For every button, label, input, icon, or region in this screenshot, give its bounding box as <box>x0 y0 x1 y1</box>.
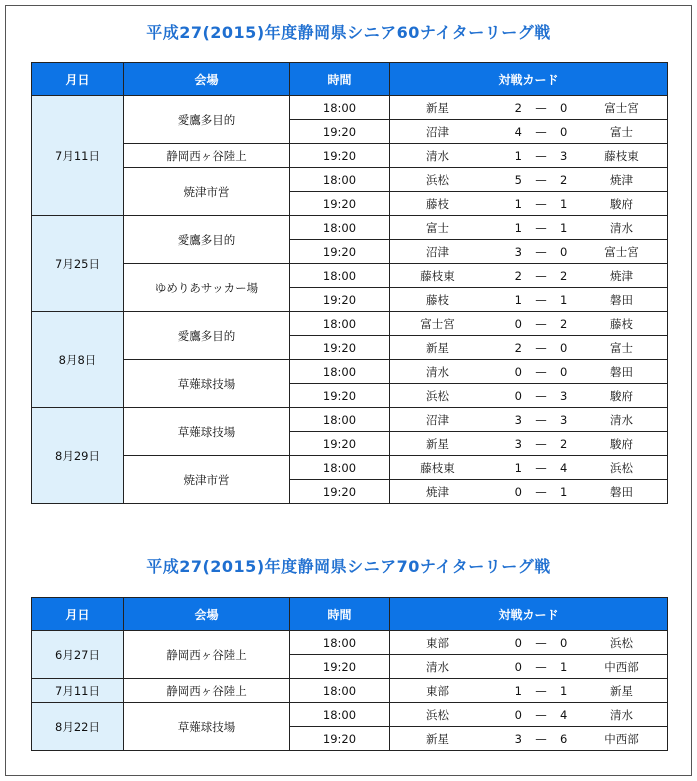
home-team: 藤枝東 <box>420 268 455 283</box>
home-team: 清水 <box>426 148 449 163</box>
home-team: 藤枝 <box>426 292 449 307</box>
table-row <box>32 456 668 480</box>
score-dash: — <box>535 292 547 307</box>
home-score: 3 <box>514 436 522 451</box>
venue-cell: 草薙球技場 <box>124 360 290 408</box>
away-score: 1 <box>560 292 568 307</box>
away-score: 0 <box>560 364 568 379</box>
time-cell: 18:00 <box>290 631 390 655</box>
away-team: 浜松 <box>610 460 633 475</box>
venue-cell: 静岡西ヶ谷陸上 <box>124 679 290 703</box>
home-team: 新星 <box>426 731 449 746</box>
match-cell <box>390 360 668 384</box>
match-cell <box>390 384 668 408</box>
away-score: 4 <box>560 460 568 475</box>
table-row <box>32 96 668 120</box>
home-score: 0 <box>514 364 522 379</box>
table-row <box>32 264 668 288</box>
venue-cell: 静岡西ヶ谷陸上 <box>124 631 290 679</box>
score-dash: — <box>535 731 547 746</box>
table-row <box>32 631 668 655</box>
away-team: 藤枝 <box>610 316 633 331</box>
score-dash: — <box>535 436 547 451</box>
home-score: 1 <box>514 292 522 307</box>
date-cell: 8月8日 <box>32 312 124 408</box>
home-team: 富士宮 <box>420 316 455 331</box>
home-score: 2 <box>514 100 522 115</box>
score-dash: — <box>535 707 547 722</box>
time-cell: 18:00 <box>290 679 390 703</box>
match-cell <box>390 288 668 312</box>
venue-cell: 愛鷹多目的 <box>124 216 290 264</box>
away-score: 1 <box>560 683 568 698</box>
score-dash: — <box>535 268 547 283</box>
home-score: 0 <box>514 316 522 331</box>
venue-cell: 愛鷹多目的 <box>124 96 290 144</box>
away-score: 2 <box>560 436 568 451</box>
home-score: 0 <box>514 484 522 499</box>
match-cell <box>390 456 668 480</box>
home-team: 焼津 <box>426 484 449 499</box>
score-dash: — <box>535 172 547 187</box>
home-team: 清水 <box>426 364 449 379</box>
score-dash: — <box>535 659 547 674</box>
score-dash: — <box>535 635 547 650</box>
league70-table <box>31 597 668 751</box>
table-row <box>32 679 668 703</box>
away-team: 駿府 <box>610 436 633 451</box>
home-score: 0 <box>514 388 522 403</box>
match-cell <box>390 168 668 192</box>
away-team: 富士 <box>610 124 633 139</box>
match-cell <box>390 432 668 456</box>
table-row <box>32 360 668 384</box>
home-team: 東部 <box>426 683 449 698</box>
league70-title: 平成27(2015)年度静岡県シニア70ナイターリーグ戦 <box>146 557 551 576</box>
home-score: 1 <box>514 220 522 235</box>
match-cell <box>390 655 668 679</box>
venue-cell: 静岡西ヶ谷陸上 <box>124 144 290 168</box>
away-score: 2 <box>560 172 568 187</box>
score-dash: — <box>535 220 547 235</box>
match-cell <box>390 727 668 751</box>
away-team: 中西部 <box>604 659 639 674</box>
match-cell <box>390 408 668 432</box>
score-dash: — <box>535 683 547 698</box>
away-score: 3 <box>560 148 568 163</box>
away-team: 焼津 <box>610 268 633 283</box>
away-score: 1 <box>560 196 568 211</box>
away-team: 富士宮 <box>604 100 639 115</box>
home-score: 5 <box>514 172 522 187</box>
away-score: 1 <box>560 659 568 674</box>
score-dash: — <box>535 196 547 211</box>
away-team: 清水 <box>610 412 633 427</box>
home-score: 3 <box>514 244 522 259</box>
home-team: 新星 <box>426 100 449 115</box>
home-score: 1 <box>514 148 522 163</box>
home-score: 0 <box>514 659 522 674</box>
away-team: 新星 <box>610 683 633 698</box>
home-team: 清水 <box>426 659 449 674</box>
time-cell: 18:00 <box>290 456 390 480</box>
match-cell <box>390 312 668 336</box>
time-cell: 18:00 <box>290 168 390 192</box>
home-team: 藤枝東 <box>420 460 455 475</box>
match-column-header: 対戦カード <box>390 63 668 96</box>
home-team: 沼津 <box>426 124 449 139</box>
home-score: 0 <box>514 635 522 650</box>
home-score: 3 <box>514 412 522 427</box>
match-cell <box>390 144 668 168</box>
score-dash: — <box>535 412 547 427</box>
away-score: 3 <box>560 388 568 403</box>
home-score: 0 <box>514 707 522 722</box>
date-cell: 7月11日 <box>32 96 124 216</box>
score-dash: — <box>535 364 547 379</box>
score-dash: — <box>535 148 547 163</box>
away-score: 0 <box>560 100 568 115</box>
away-team: 浜松 <box>610 635 633 650</box>
venue-cell: 焼津市営 <box>124 456 290 504</box>
venue-cell: 草薙球技場 <box>124 703 290 751</box>
time-cell: 19:20 <box>290 288 390 312</box>
home-team: 藤枝 <box>426 196 449 211</box>
time-cell: 18:00 <box>290 408 390 432</box>
away-team: 駿府 <box>610 196 633 211</box>
venue-column-header: 会場 <box>124 63 290 96</box>
home-score: 3 <box>514 731 522 746</box>
match-cell <box>390 192 668 216</box>
match-cell <box>390 679 668 703</box>
away-score: 2 <box>560 316 568 331</box>
table-row <box>32 703 668 727</box>
home-team: 東部 <box>426 635 449 650</box>
time-cell: 19:20 <box>290 432 390 456</box>
score-dash: — <box>535 316 547 331</box>
score-dash: — <box>535 340 547 355</box>
time-cell: 18:00 <box>290 360 390 384</box>
time-column-header: 時間 <box>290 63 390 96</box>
match-cell <box>390 240 668 264</box>
time-cell: 19:20 <box>290 655 390 679</box>
league60-title: 平成27(2015)年度静岡県シニア60ナイターリーグ戦 <box>146 23 551 42</box>
match-cell <box>390 703 668 727</box>
home-score: 4 <box>514 124 522 139</box>
away-team: 富士宮 <box>604 244 639 259</box>
score-dash: — <box>535 244 547 259</box>
home-score: 2 <box>514 268 522 283</box>
venue-cell: ゆめりあサッカー場 <box>124 264 290 312</box>
time-cell: 18:00 <box>290 312 390 336</box>
date-cell: 7月25日 <box>32 216 124 312</box>
away-team: 駿府 <box>610 388 633 403</box>
away-team: 藤枝東 <box>604 148 639 163</box>
table-row <box>32 408 668 432</box>
home-team: 浜松 <box>426 388 449 403</box>
home-team: 新星 <box>426 436 449 451</box>
time-cell: 19:20 <box>290 384 390 408</box>
away-team: 中西部 <box>604 731 639 746</box>
home-team: 富士 <box>426 220 449 235</box>
away-score: 3 <box>560 412 568 427</box>
date-column-header: 月日 <box>32 598 124 631</box>
away-team: 磐田 <box>610 292 633 307</box>
away-team: 磐田 <box>610 484 633 499</box>
away-score: 6 <box>560 731 568 746</box>
home-score: 1 <box>514 196 522 211</box>
time-cell: 19:20 <box>290 480 390 504</box>
date-cell: 6月27日 <box>32 631 124 679</box>
table-header-row <box>32 598 668 631</box>
away-team: 清水 <box>610 707 633 722</box>
match-cell <box>390 120 668 144</box>
match-cell <box>390 336 668 360</box>
time-cell: 19:20 <box>290 727 390 751</box>
time-cell: 18:00 <box>290 703 390 727</box>
time-cell: 19:20 <box>290 120 390 144</box>
table-row <box>32 216 668 240</box>
away-score: 0 <box>560 124 568 139</box>
home-score: 1 <box>514 460 522 475</box>
home-team: 沼津 <box>426 244 449 259</box>
date-cell: 7月11日 <box>32 679 124 703</box>
away-score: 4 <box>560 707 568 722</box>
table-row <box>32 312 668 336</box>
away-score: 1 <box>560 484 568 499</box>
home-team: 新星 <box>426 340 449 355</box>
score-dash: — <box>535 388 547 403</box>
date-column-header: 月日 <box>32 63 124 96</box>
time-cell: 18:00 <box>290 96 390 120</box>
score-dash: — <box>535 124 547 139</box>
table-header-row <box>32 63 668 96</box>
home-team: 浜松 <box>426 172 449 187</box>
away-score: 0 <box>560 244 568 259</box>
match-cell <box>390 631 668 655</box>
score-dash: — <box>535 484 547 499</box>
time-cell: 19:20 <box>290 192 390 216</box>
away-team: 富士 <box>610 340 633 355</box>
time-cell: 19:20 <box>290 336 390 360</box>
away-score: 0 <box>560 340 568 355</box>
away-score: 2 <box>560 268 568 283</box>
match-cell <box>390 264 668 288</box>
score-dash: — <box>535 460 547 475</box>
time-cell: 19:20 <box>290 144 390 168</box>
venue-column-header: 会場 <box>124 598 290 631</box>
date-cell: 8月29日 <box>32 408 124 504</box>
score-dash: — <box>535 100 547 115</box>
league60-table <box>31 62 668 504</box>
match-column-header: 対戦カード <box>390 598 668 631</box>
away-score: 1 <box>560 220 568 235</box>
match-cell <box>390 216 668 240</box>
home-score: 2 <box>514 340 522 355</box>
time-cell: 18:00 <box>290 264 390 288</box>
time-cell: 19:20 <box>290 240 390 264</box>
time-cell: 18:00 <box>290 216 390 240</box>
match-cell <box>390 96 668 120</box>
away-team: 磐田 <box>610 364 633 379</box>
away-team: 清水 <box>610 220 633 235</box>
home-team: 浜松 <box>426 707 449 722</box>
away-team: 焼津 <box>610 172 633 187</box>
venue-cell: 焼津市営 <box>124 168 290 216</box>
time-column-header: 時間 <box>290 598 390 631</box>
venue-cell: 草薙球技場 <box>124 408 290 456</box>
date-cell: 8月22日 <box>32 703 124 751</box>
table-row <box>32 168 668 192</box>
match-cell <box>390 480 668 504</box>
venue-cell: 愛鷹多目的 <box>124 312 290 360</box>
home-score: 1 <box>514 683 522 698</box>
table-row <box>32 144 668 168</box>
away-score: 0 <box>560 635 568 650</box>
home-team: 沼津 <box>426 412 449 427</box>
